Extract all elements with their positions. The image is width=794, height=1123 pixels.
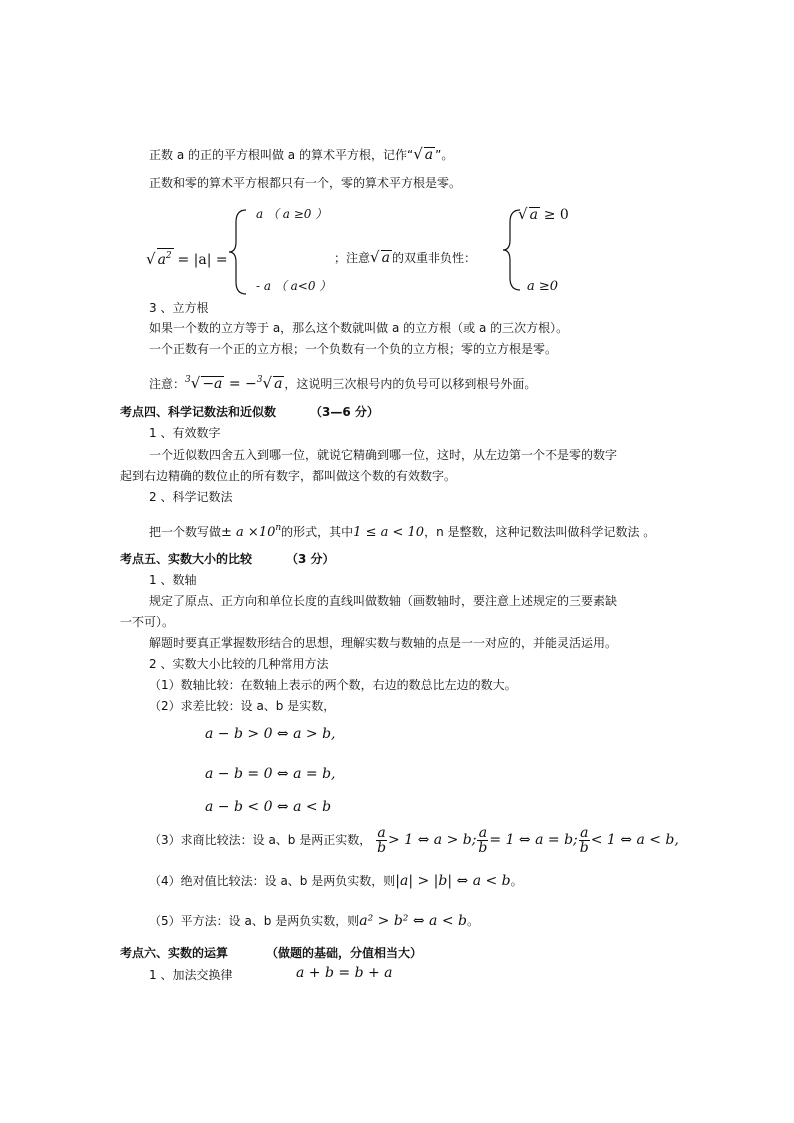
section5-heading — [120, 551, 335, 567]
number-line-p1: 规定了原点、正方向和单位长度的直线叫做数轴（画数轴时，要注意上述规定的三要素缺 — [149, 594, 618, 608]
method-3 — [149, 822, 679, 858]
sqrt-definition — [149, 146, 453, 163]
section4-heading — [120, 404, 379, 420]
commutative-title: 1 、加法交换律 — [149, 968, 233, 982]
text: ，n 是整数，这种记数法叫做科学记数法 。 — [424, 525, 656, 539]
diff-positive: a − b > 0 ⇔ a > b, — [205, 726, 336, 742]
number-line-p2: 一不可）。 — [120, 615, 175, 629]
nonneg-note: ；注意√ a 的双重非负性： — [334, 248, 476, 266]
text: 的双重非负性： — [391, 251, 476, 265]
text: （3）求商比较法：设 a、b 是两正实数， — [149, 833, 372, 847]
sci-notation-definition — [149, 520, 655, 541]
sig-figs-p2: 起到右边精确的数位止的所有数字，都叫做这个数的有效数字。 — [120, 469, 457, 483]
left-brace — [228, 208, 248, 296]
radicand: a — [381, 250, 390, 266]
cube-root-properties: 一个正数有一个正的立方根；一个负数有一个负的立方根；零的立方根是零。 — [149, 342, 558, 356]
compare-methods-title: 2 、实数大小比较的几种常用方法 — [149, 657, 329, 671]
radicand: a — [529, 207, 538, 223]
score: （3 分） — [286, 552, 335, 566]
inequality: ≥ 0 — [543, 207, 569, 223]
method-4 — [149, 873, 523, 889]
method-1: （1）数轴比较：在数轴上表示的两个数，右边的数总比左边的数大。 — [149, 678, 517, 692]
text: 。 — [510, 874, 523, 888]
exponent: n — [275, 523, 282, 533]
denominator: b — [579, 839, 589, 856]
range: 1 ≤ a < 10 — [353, 525, 425, 540]
case-bottom: - a （ a<0 ） — [256, 279, 332, 293]
nonneg-bottom: a ≥0 — [527, 279, 559, 294]
text: ；注意 — [334, 251, 371, 265]
number-line-p3: 解题时要真正掌握数形结合的思想，理解实数与数轴的点是一一对应的，并能灵活运用。 — [149, 636, 618, 650]
text: ”。 — [435, 148, 454, 162]
quotient-lt: < 1 ⇔ a < b, — [590, 832, 679, 848]
cube-root-note: 注意：$^3$√ −a = −$^3$√ a ，这说明三次根号内的负号可以移到根号外面。 — [149, 374, 537, 392]
sqrt-abs-lhs: √ $a^2 = |a|$ = — [146, 250, 228, 268]
cube-root-title: 3 、立方根 — [149, 301, 209, 315]
denominator: b — [478, 839, 488, 856]
method-5 — [149, 913, 479, 929]
sig-figs-title: 1 、有效数字 — [149, 426, 221, 440]
text: 正数 a 的正的平方根叫做 a 的算术平方根，记作“ — [149, 148, 414, 162]
sci-notation-title: 2 、科学记数法 — [149, 490, 233, 504]
formula: ± a ×10 — [221, 525, 276, 540]
radicand: −a — [202, 376, 223, 392]
heading-text: 考点六、实数的运算 — [120, 946, 229, 960]
radicand: a — [274, 376, 283, 392]
quotient-eq: = 1 ⇔ a = b; — [489, 832, 578, 848]
text: ，这说明三次根号内的负号可以移到根号外面。 — [284, 377, 537, 391]
note-label: 注意： — [149, 377, 186, 391]
exponent: 2 — [165, 251, 172, 261]
text: 的形式，其中 — [281, 525, 354, 539]
score: （3—6 分） — [310, 405, 379, 419]
heading-text: 考点五、实数大小的比较 — [120, 552, 253, 566]
root-index: 3 — [185, 375, 191, 385]
denominator: b — [377, 839, 387, 856]
radicand: a — [157, 252, 166, 268]
diff-negative: a − b < 0 ⇔ a < b — [205, 799, 332, 815]
text: 。 — [466, 914, 479, 928]
equals-abs: = |a| = — [177, 252, 228, 268]
numerator: a — [377, 824, 386, 841]
heading-text: 考点四、科学记数法和近似数 — [120, 405, 277, 419]
numerator: a — [580, 824, 589, 841]
case-top: a （ a ≥0 ） — [256, 207, 328, 221]
formula: a² > b² ⇔ a < b — [359, 913, 467, 929]
formula: |a| > |b| ⇔ a < b — [395, 873, 511, 889]
diff-zero: a − b = 0 ⇔ a = b, — [205, 766, 336, 782]
commutative-formula: a + b = b + a — [296, 965, 393, 981]
number-line-title: 1 、数轴 — [149, 573, 197, 587]
sqrt-notation: √ a — [413, 145, 434, 163]
cube-root-definition: 如果一个数的立方等于 a，那么这个数就叫做 a 的立方根（或 a 的三次方根）。 — [149, 321, 569, 335]
text: （5）平方法：设 a、b 是两负实数，则 — [149, 914, 360, 928]
text: 把一个数写做 — [149, 525, 222, 539]
quotient-gt: > 1 ⇔ a > b; — [388, 832, 477, 848]
method-2: （2）求差比较：设 a、b 是实数， — [149, 699, 336, 713]
sig-figs-p1: 一个近似数四舍五入到哪一位，就说它精确到哪一位，这时，从左边第一个不是零的数字 — [149, 448, 618, 462]
nonneg-top: √ a ≥ 0 — [518, 205, 569, 223]
radicand: a — [424, 147, 434, 163]
numerator: a — [478, 824, 488, 841]
score: （做题的基础，分值相当大） — [266, 946, 423, 960]
text: （4）绝对值比较法：设 a、b 是两负实数，则 — [149, 874, 396, 888]
section6-heading — [120, 945, 422, 961]
sqrt-uniqueness: 正数和零的算术平方根都只有一个，零的算术平方根是零。 — [149, 176, 462, 190]
equals: = − — [228, 376, 257, 392]
